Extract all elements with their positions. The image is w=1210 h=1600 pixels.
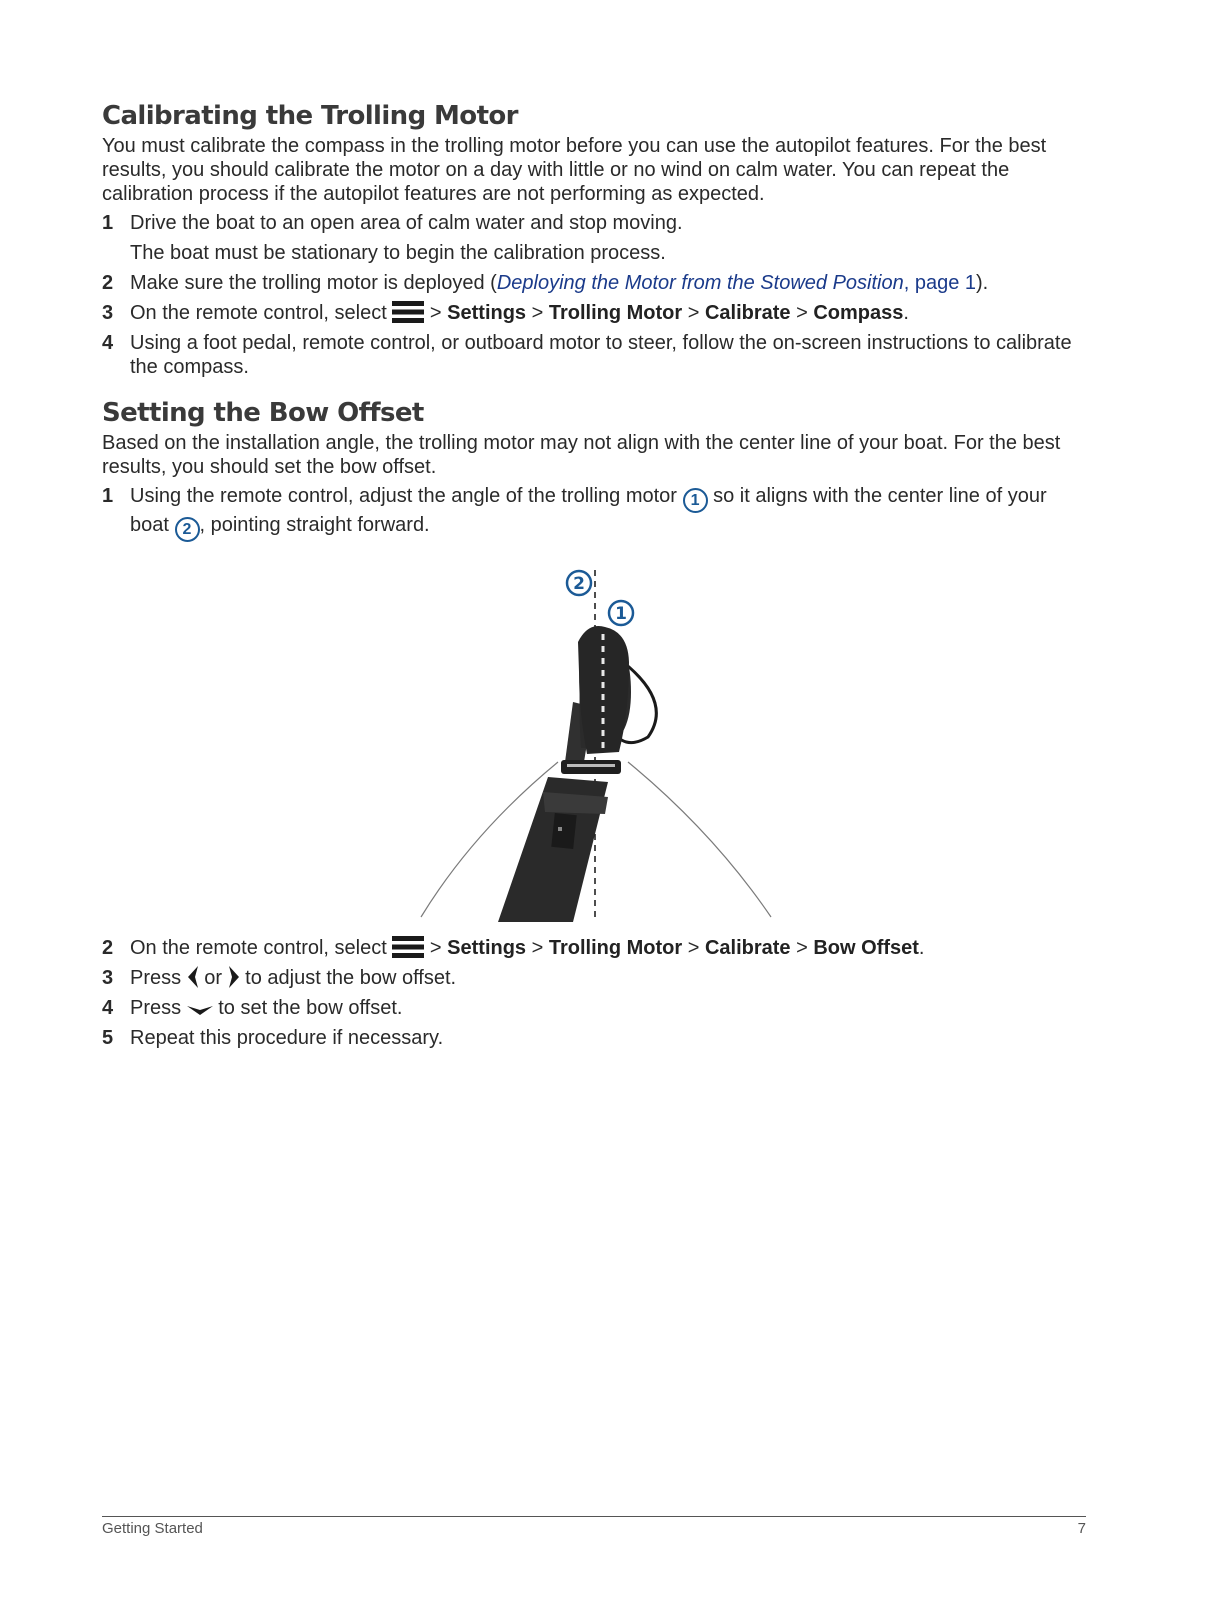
step-text: Drive the boat to an open area of calm water and stop moving.	[130, 212, 683, 234]
section-heading: Setting the Bow Offset	[102, 398, 424, 428]
step-list-continued	[102, 936, 1082, 1050]
bow-offset-section	[102, 395, 1082, 1050]
arrow-left-icon	[187, 966, 199, 988]
menu-path-item: Trolling Motor	[548, 937, 683, 959]
callout-2-icon: 2	[175, 517, 200, 542]
cross-reference-link[interactable]	[497, 272, 976, 294]
menu-path-item: Bow Offset	[813, 937, 919, 959]
step-text: to adjust the bow offset.	[245, 967, 457, 989]
trolling-motor-illustration	[383, 552, 803, 922]
menu-path-item: Calibrate	[704, 302, 791, 324]
menu-path-item: Trolling Motor	[548, 302, 683, 324]
step-item	[102, 996, 1082, 1020]
step-item	[102, 1026, 1082, 1050]
menu-path-item: Settings	[447, 937, 527, 959]
step-item	[102, 331, 1082, 379]
step-number: 2	[102, 272, 114, 294]
menu-path-item: Compass	[813, 302, 904, 324]
trolling-motor-drawing	[383, 552, 803, 922]
step-number: 5	[102, 1027, 114, 1049]
step-number: 2	[102, 937, 114, 959]
step-item: 3 On the remote control, select > Settings > Trolling Motor > Calibrate > Compass.	[102, 302, 909, 324]
section-heading: Calibrating the Trolling Motor	[102, 101, 518, 131]
figure-callout-1: 1	[615, 604, 627, 624]
link-title: Deploying the Motor from the Stowed Position	[496, 272, 904, 294]
step-text: Using a foot pedal, remote control, or outboard motor to steer, follow the on-screen instructions to calibrate the compass.	[130, 332, 1072, 378]
page-content	[102, 98, 1082, 1056]
menu-path-item: Calibrate	[704, 937, 791, 959]
page-number: 7	[1077, 1520, 1086, 1537]
footer-section-name: Getting Started	[102, 1520, 203, 1537]
step-item	[102, 966, 1082, 990]
step-item	[102, 211, 1082, 265]
menu-path-item: Settings	[447, 302, 527, 324]
step-number: 3	[102, 967, 114, 989]
step-text: to set the bow offset.	[218, 997, 403, 1019]
step-text: so it aligns with the center line of your boat	[130, 485, 1047, 536]
step-number: 3	[102, 302, 114, 324]
step-text: On the remote control, select	[130, 937, 387, 959]
callout-1-icon: 1	[683, 488, 708, 513]
section-intro: Based on the installation angle, the trolling motor may not align with the center line of your boat. For the best results, you should set the bow offset.	[102, 432, 1061, 478]
step-note: The boat must be stationary to begin the calibration process.	[130, 242, 666, 264]
step-list	[102, 484, 1082, 542]
step-text: Using the remote control, adjust the angle of the trolling motor	[130, 485, 677, 507]
step-text: On the remote control, select	[130, 302, 387, 324]
step-number: 1	[102, 485, 114, 507]
step-text-end: ).	[976, 272, 989, 294]
step-list	[102, 211, 1082, 379]
page-footer	[102, 1516, 1086, 1539]
link-page: , page 1	[903, 272, 977, 294]
step-item	[102, 484, 1082, 542]
select-check-icon	[187, 1003, 213, 1017]
arrow-right-icon	[228, 966, 240, 988]
section-intro: You must calibrate the compass in the trolling motor before you can use the autopilot features. For the best results, you should calibrate the motor on a day with little or no wind on calm water. You can repeat the calibration process if the autopilot features are not performing as expected.	[102, 135, 1047, 205]
step-number: 1	[102, 212, 114, 234]
step-text: Repeat this procedure if necessary.	[130, 1027, 444, 1049]
figure-callout-2: 2	[573, 574, 585, 594]
menu-icon	[392, 936, 424, 958]
step-number: 4	[102, 332, 114, 354]
step-item: 2 On the remote control, select > Settings > Trolling Motor > Calibrate > Bow Offset.	[102, 937, 925, 959]
step-text: Make sure the trolling motor is deployed (	[130, 272, 497, 294]
step-item	[102, 271, 1082, 295]
step-text: Press	[130, 967, 182, 989]
step-number: 4	[102, 997, 114, 1019]
menu-icon	[392, 301, 424, 323]
step-text: , pointing straight forward.	[199, 514, 430, 536]
step-text: or	[204, 967, 223, 989]
step-text: Press	[130, 997, 182, 1019]
